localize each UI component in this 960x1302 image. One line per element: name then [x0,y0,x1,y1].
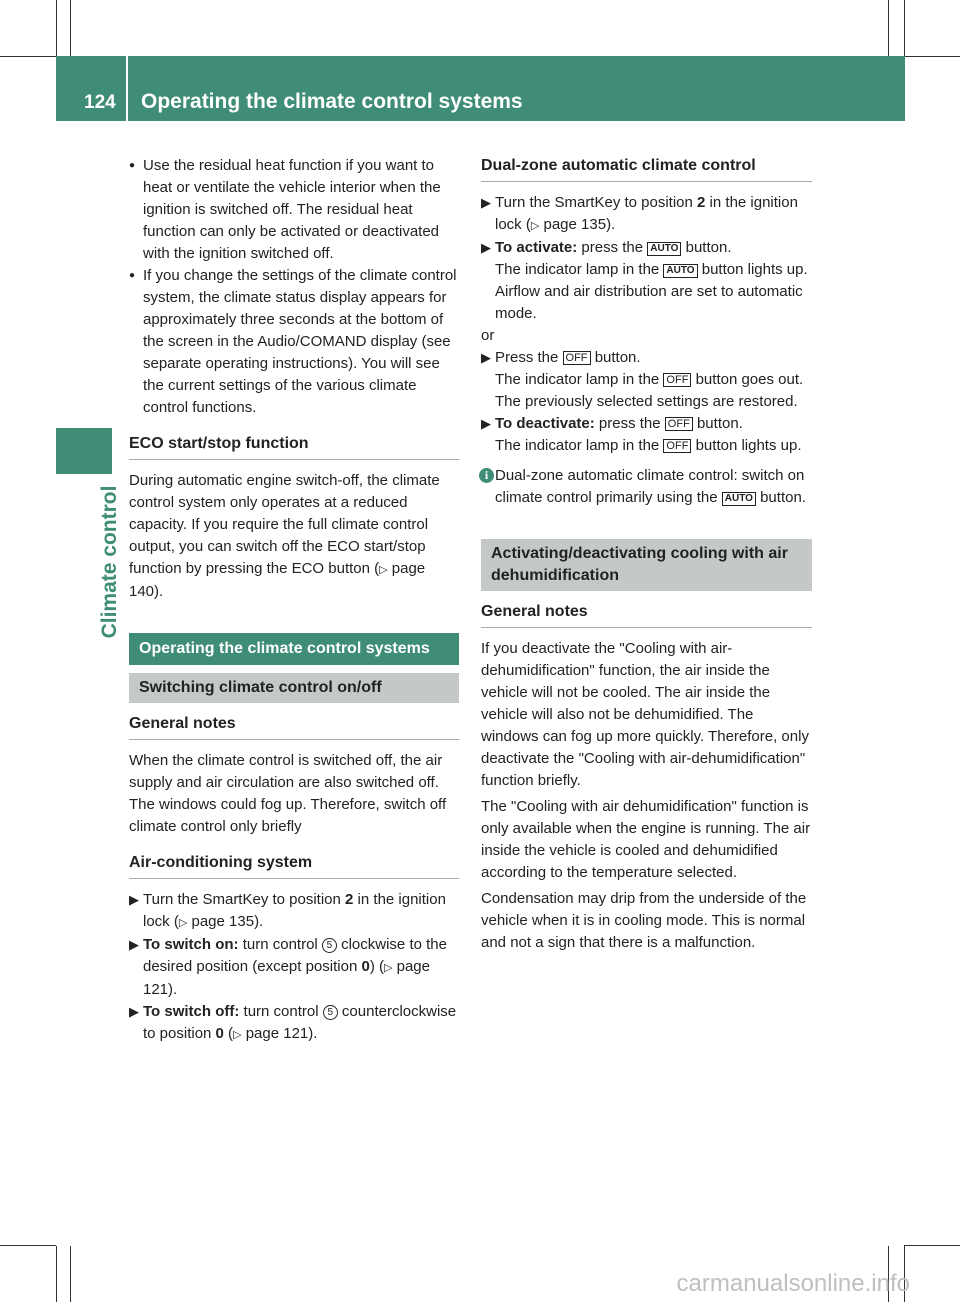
step-label: To switch on: [143,936,239,953]
note-text: button. [755,489,806,506]
arrow-icon: ▶ [481,240,491,255]
step-text: press the [594,415,665,432]
step-text: button lights up. Airflow and air distribution are set to automatic mode. [495,261,808,322]
eco-heading: ECO start/stop function [129,433,459,460]
list-item [481,237,812,325]
step-text: button goes out. The previously selected settings are restored. [495,371,804,410]
cooling-section-heading: Activating/deactivating cooling with air dehumidification [481,539,812,591]
side-tab-label: Climate control [98,485,121,639]
off-button-icon: OFF [663,439,691,453]
page-ref-icon: ▷ [379,564,388,576]
page-ref-icon: ▷ [383,962,393,974]
list-item [129,155,459,265]
side-tab-block [56,428,112,474]
control-number-icon: 5 [322,938,337,953]
bullet-text: If you change the settings of the climate control system, the climate status display appears for approximately three seconds at the bottom of the screen in the Audio/COMAND display (see separate operating instructions). You will see the current settings of the various climate control functions. [143,267,457,416]
info-note [481,465,812,509]
step-label: To deactivate: [495,415,595,432]
list-item [481,192,812,237]
cooling-paragraph: Condensation may drip from the underside of the vehicle when it is in cooling mode. This is normal and not a sign that there is a malfunction. [481,890,807,951]
step-text: turn control [239,1003,323,1020]
step-text: counterclockwise to position [143,1003,457,1042]
auto-button-icon: AUTO [647,242,681,256]
step-label: To switch off: [143,1003,240,1020]
page-ref-link[interactable]: page 140 [129,560,426,600]
page-number: 124 [84,92,116,113]
off-button-icon: OFF [665,417,693,431]
position-value: 0 [361,958,370,975]
crop-mark [904,0,905,56]
auto-button-icon: AUTO [663,264,697,278]
auto-button-icon: AUTO [722,492,756,506]
arrow-icon: ▶ [481,416,491,431]
general-notes-text: When the climate control is switched off, the air supply and air circulation are also switched off. The windows could fog up. Therefore, switch off climate control only briefly [129,752,447,835]
step-text: ). [606,216,616,233]
bullet-text: Use the residual heat function if you want to heat or ventilate the vehicle interior when the ignition is switched off. The residual heat function can only be activated or deactivated with the ignition switched off. [143,157,441,262]
step-text: button. [590,349,641,366]
header-divider [126,56,128,121]
step-text: ) ( [369,958,384,975]
arrow-icon: ▶ [129,1004,139,1019]
cooling-paragraph: If you deactivate the "Cooling with air-dehumidification" function, the air inside the vehicle will not be cooled. The air inside the vehicle will also not be dehumidified. The windows can fog up more quickly. Therefore, only deactivate the "Cooling with air-dehumidification" function briefly. [481,640,809,789]
step-text: Turn the SmartKey to position [495,194,698,211]
step-text: turn control [238,936,322,953]
step-text: clockwise to the desired position (except position [143,936,447,975]
step-text: button. [692,415,743,432]
crop-mark [56,1246,57,1302]
control-number-icon: 5 [323,1005,338,1020]
watermark: carmanualsonline.info [676,1270,910,1297]
arrow-icon: ▶ [129,892,139,907]
eco-text-end: ). [154,583,164,600]
arrow-icon: ▶ [129,937,139,952]
bullet-icon: ● [129,270,136,281]
position-value: 2 [345,891,354,908]
page-ref-icon: ▷ [178,917,188,929]
crop-mark [56,0,57,56]
page-ref-link[interactable]: page 135 [543,216,607,233]
page-ref-link[interactable]: page 135 [191,913,255,930]
general-notes-heading: General notes [129,713,459,740]
step-text: press the [577,239,648,256]
position-value: 2 [697,194,706,211]
page-ref-link[interactable]: page 121 [143,958,430,998]
crop-mark [904,1245,960,1246]
off-button-icon: OFF [563,351,591,365]
crop-mark [904,56,960,57]
crop-mark [0,1245,56,1246]
step-text: The indicator lamp in the [495,437,664,454]
list-item [129,889,459,934]
right-column [481,155,812,954]
list-item [481,413,812,457]
step-text: Turn the SmartKey to position [143,891,346,908]
list-item [481,347,812,413]
subsection-heading: Switching climate control on/off [129,673,459,703]
note-text: Dual-zone automatic climate control: switch on climate control primarily using the [495,467,805,506]
step-text: button. [681,239,732,256]
arrow-icon: ▶ [481,350,491,365]
arrow-icon: ▶ [481,195,491,210]
left-column [129,155,459,1046]
off-button-icon: OFF [663,373,691,387]
step-text: in the ignition lock ( [143,891,446,930]
general-notes-heading: General notes [481,601,812,628]
crop-mark [70,1246,71,1302]
eco-paragraph [129,470,459,603]
step-text: ). [254,913,264,930]
step-text: ). [308,1025,318,1042]
cooling-paragraph: The "Cooling with air dehumidification" function is only available when the engine is running. The air inside the vehicle is cooled and dehumidified according to the temperature selected. [481,798,811,881]
step-text: button lights up. [691,437,802,454]
page-ref-icon: ▷ [233,1029,242,1041]
bullet-icon: ● [129,160,136,171]
crop-mark [70,0,71,56]
step-text: The indicator lamp in the [495,371,664,388]
step-text: Press the [495,349,563,366]
dual-zone-heading: Dual-zone automatic climate control [481,155,812,182]
list-item [129,934,459,1001]
step-text: The indicator lamp in the [495,261,664,278]
page-title: Operating the climate control systems [141,90,523,113]
step-text: ( [223,1025,234,1042]
crop-mark [888,0,889,56]
or-text: or [481,327,495,344]
position-value: 0 [215,1025,224,1042]
info-icon: i [479,468,494,483]
step-text: ). [168,981,178,998]
crop-mark [0,56,56,57]
page-ref-icon: ▷ [530,220,540,232]
eco-text: During automatic engine switch-off, the climate control system only operates at a reduced capacity. If you require the full climate control output, you can switch off the ECO start/stop function by pressing the ECO button ( [129,472,440,577]
page-ref-link[interactable]: page 121 [245,1025,309,1042]
list-item [129,265,459,419]
ac-heading: Air-conditioning system [129,852,459,879]
step-label: To activate: [495,239,578,256]
section-heading: Operating the climate control systems [129,633,459,665]
list-item [129,1001,459,1046]
step-text: in the ignition lock ( [495,194,798,233]
